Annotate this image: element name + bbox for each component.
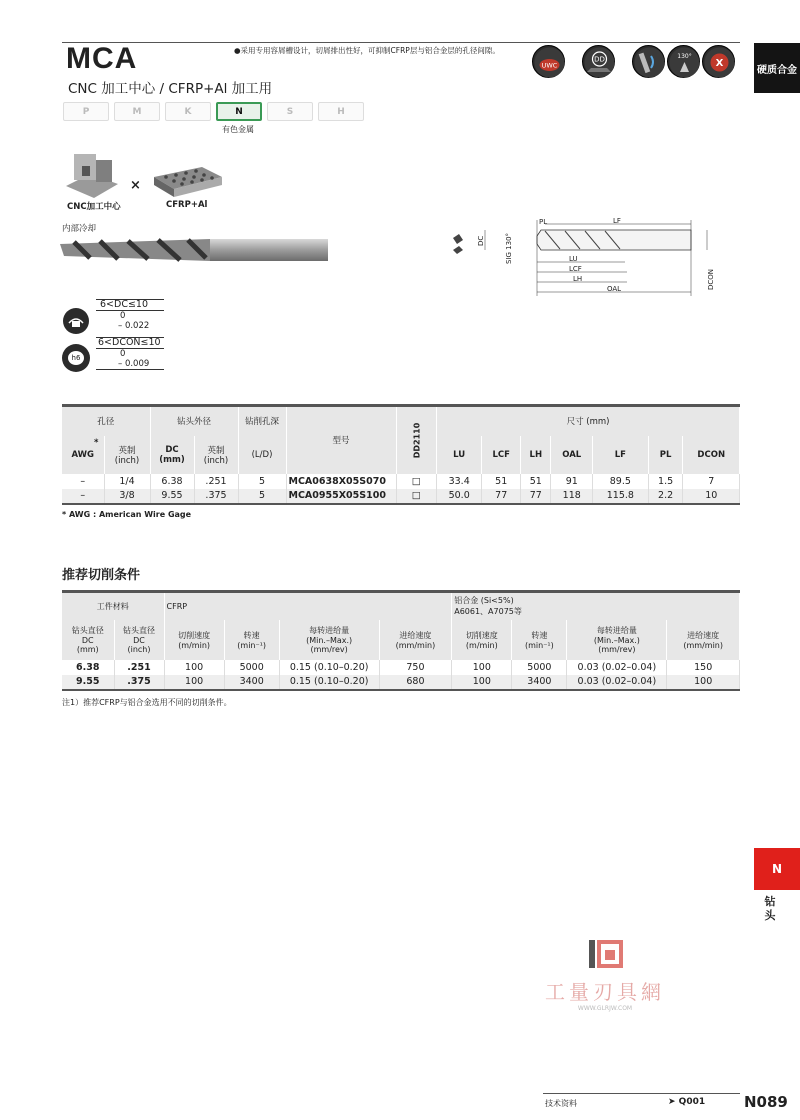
- cell-lh: 77: [521, 489, 551, 504]
- cell-model: MCA0955X05S100: [286, 489, 396, 504]
- th-aluminum: 铝合金 (Si<5%) A6061、A7075等: [452, 592, 740, 620]
- tolerance-dc-block: [96, 299, 164, 331]
- cell-pl: 1.5: [648, 474, 683, 489]
- label-pl: PL: [539, 218, 548, 226]
- th-feedrate-2: 进给速度 (mm/min): [667, 620, 740, 660]
- cell-lh: 51: [521, 474, 551, 489]
- cell-rpm-2: 5000: [512, 660, 567, 675]
- angle-badge-text: 130°: [677, 53, 692, 60]
- cell-lcf: 77: [482, 489, 521, 504]
- th-feed-2: 每转进给量 (Min.–Max.) (mm/rev): [567, 620, 667, 660]
- cell-speed-2: 100: [452, 675, 512, 690]
- table-row: [62, 675, 740, 690]
- tab-carbide[interactable]: 硬质合金: [754, 43, 800, 93]
- cell-feed-2: 0.03 (0.02–0.04): [567, 660, 667, 675]
- material-label: 有色金属: [222, 125, 254, 134]
- dd-coating-icon: [582, 45, 615, 78]
- th-inch2: 英制 (inch): [194, 436, 238, 474]
- tolerance-dcon-icon: [62, 344, 90, 372]
- cell-awg: –: [62, 474, 104, 489]
- label-sig: SIG 130°: [505, 232, 513, 264]
- dd-badge-text: DD: [594, 55, 605, 64]
- footer-link[interactable]: ➤ Q001: [668, 1097, 706, 1107]
- th-dc-inch: 钻头直径 DC (inch): [114, 620, 164, 660]
- label-dcon: DCON: [707, 268, 715, 290]
- cell-speed-2: 100: [452, 660, 512, 675]
- page-title: MCA: [66, 42, 138, 75]
- coolant-icon: [632, 45, 665, 78]
- cell-inch: .251: [114, 660, 164, 675]
- th-dd-text: DD2110: [411, 422, 421, 459]
- cell-lcf: 51: [482, 474, 521, 489]
- x-thinning-icon: [702, 45, 735, 78]
- dcon-upper: 0: [120, 349, 126, 359]
- cell-dc: 9.55: [62, 675, 114, 690]
- x-badge-text: X: [715, 58, 724, 69]
- uwc-badge-text: UWC: [541, 61, 558, 70]
- th-speed-1: 切削速度 (m/min): [164, 620, 224, 660]
- tab-n[interactable]: N: [754, 848, 800, 890]
- cnc-label: CNC加工中心: [67, 202, 121, 212]
- tolerance-dc-icon: [62, 307, 90, 335]
- cell-model: MCA0638X05S070: [286, 474, 396, 489]
- table-row: [62, 474, 740, 489]
- h6-badge: h6: [68, 351, 84, 365]
- cooling-label: 内部冷却: [62, 224, 97, 234]
- product-description: ●采用专用容屑槽设计，切屑排出性好，可抑制CFRP层与铝合金层的孔径间隙。: [234, 46, 500, 55]
- cell-ld: 5: [238, 474, 286, 489]
- th-dims: 尺寸 (mm): [437, 406, 740, 436]
- th-awg-mark: *: [94, 437, 99, 448]
- th-hole: 孔径: [62, 406, 150, 436]
- th-rpm-1: 转速 (min⁻¹): [224, 620, 279, 660]
- cell-dd: □: [396, 474, 437, 489]
- th-dcon: DCON: [683, 436, 740, 474]
- dc-range: 6<DC≤10: [96, 299, 164, 311]
- cfrp-label: CFRP+Al: [166, 200, 208, 210]
- material-k: K: [165, 102, 211, 121]
- watermark-logo-icon: [585, 938, 625, 972]
- cnc-machine-icon: [60, 146, 124, 200]
- cell-dc: 9.55: [150, 489, 194, 504]
- cell-lf: 115.8: [593, 489, 649, 504]
- dcon-range: 6<DCON≤10: [96, 337, 164, 349]
- label-lf: LF: [613, 217, 621, 225]
- material-s: S: [267, 102, 313, 121]
- th-lcf: LCF: [482, 436, 521, 474]
- dimension-diagram: [445, 216, 725, 300]
- cfrp-plate-icon: [152, 163, 224, 199]
- th-inch: 英制 (inch): [104, 436, 150, 474]
- th-awg: [62, 436, 104, 474]
- cell-dc: 6.38: [150, 474, 194, 489]
- section-title-cutting: 推荐切削条件: [62, 568, 141, 583]
- tolerance-dcon-block: [96, 337, 164, 370]
- cell-inch: .375: [114, 675, 164, 690]
- th-oal: OAL: [551, 436, 593, 474]
- cell-feedrate-2: 150: [667, 660, 740, 675]
- cell-awg: –: [62, 489, 104, 504]
- th-dc: DC (mm): [150, 436, 194, 474]
- cell-inch: 3/8: [104, 489, 150, 504]
- cell-feedrate-1: 680: [379, 675, 452, 690]
- cutting-note: 注1）推荐CFRP与铝合金选用不同的切削条件。: [62, 698, 232, 707]
- page-subtitle: CNC 加工中心 / CFRP+Al 加工用: [68, 81, 273, 97]
- cell-speed-1: 100: [164, 675, 224, 690]
- tab-drill-label: 钻头: [764, 895, 776, 922]
- label-lh: LH: [573, 275, 583, 283]
- watermark-text: 工量刃具網: [545, 980, 665, 1004]
- cutting-table: [62, 590, 740, 691]
- spec-table: [62, 404, 740, 505]
- cell-lu: 33.4: [437, 474, 482, 489]
- cell-dc-inch: .251: [194, 474, 238, 489]
- cell-ld: 5: [238, 489, 286, 504]
- th-lu: LU: [437, 436, 482, 474]
- cell-lu: 50.0: [437, 489, 482, 504]
- times-sign: ×: [130, 178, 141, 193]
- watermark: [535, 938, 675, 1012]
- label-lu: LU: [569, 255, 578, 263]
- cell-inch: 1/4: [104, 474, 150, 489]
- cell-rpm-1: 3400: [224, 675, 279, 690]
- cell-dcon: 7: [683, 474, 740, 489]
- table-row: [62, 660, 740, 675]
- page-number: N089: [744, 1093, 788, 1111]
- cell-feedrate-2: 100: [667, 675, 740, 690]
- th-rpm-2: 转速 (min⁻¹): [512, 620, 567, 660]
- cell-feedrate-1: 750: [379, 660, 452, 675]
- th-feed-1: 每转进给量 (Min.–Max.) (mm/rev): [279, 620, 379, 660]
- th-lf: LF: [593, 436, 649, 474]
- cell-dc: 6.38: [62, 660, 114, 675]
- th-lh: LH: [521, 436, 551, 474]
- th-feedrate-1: 进给速度 (mm/min): [379, 620, 452, 660]
- label-dc: DC: [477, 235, 485, 246]
- cell-rpm-1: 5000: [224, 660, 279, 675]
- th-pl: PL: [648, 436, 683, 474]
- th-awg-text: AWG: [71, 449, 95, 460]
- th-speed-2: 切削速度 (m/min): [452, 620, 512, 660]
- th-work-material: 工件材料: [62, 592, 164, 620]
- cell-feed-1: 0.15 (0.10–0.20): [279, 675, 379, 690]
- awg-footnote: * AWG : American Wire Gage: [62, 510, 192, 519]
- footer-rule: [543, 1093, 740, 1094]
- th-cfrp: CFRP: [164, 592, 452, 620]
- dcon-lower: – 0.009: [96, 359, 164, 370]
- table-row: [62, 489, 740, 504]
- label-lcf: LCF: [569, 265, 582, 273]
- drill-image: [60, 234, 330, 264]
- th-model: 型号: [286, 406, 396, 474]
- footer-ref: 技术资料: [545, 1099, 577, 1108]
- th-depth: 钻削孔深: [238, 406, 286, 436]
- th-dc-mm: 钻头直径 DC (mm): [62, 620, 114, 660]
- material-m: M: [114, 102, 160, 121]
- th-drill-od: 钻头外径: [150, 406, 238, 436]
- point-angle-icon: [667, 45, 700, 78]
- cell-pl: 2.2: [648, 489, 683, 504]
- cell-speed-1: 100: [164, 660, 224, 675]
- material-h: H: [318, 102, 364, 121]
- cell-lf: 89.5: [593, 474, 649, 489]
- cell-feed-1: 0.15 (0.10–0.20): [279, 660, 379, 675]
- dc-lower: – 0.022: [118, 321, 150, 331]
- cell-dd: □: [396, 489, 437, 504]
- label-oal: OAL: [607, 285, 622, 293]
- dc-upper: 0: [120, 311, 126, 321]
- cell-dcon: 10: [683, 489, 740, 504]
- cell-dc-inch: .375: [194, 489, 238, 504]
- uwc-coating-icon: [532, 45, 565, 78]
- watermark-url: WWW.GLRJW.COM: [577, 1005, 633, 1012]
- th-dd: [396, 406, 437, 474]
- cell-oal: 91: [551, 474, 593, 489]
- material-p: P: [63, 102, 109, 121]
- cell-oal: 118: [551, 489, 593, 504]
- cell-rpm-2: 3400: [512, 675, 567, 690]
- th-ld: (L/D): [238, 436, 286, 474]
- material-n: N: [216, 102, 262, 121]
- cell-feed-2: 0.03 (0.02–0.04): [567, 675, 667, 690]
- header-rule: [62, 42, 740, 43]
